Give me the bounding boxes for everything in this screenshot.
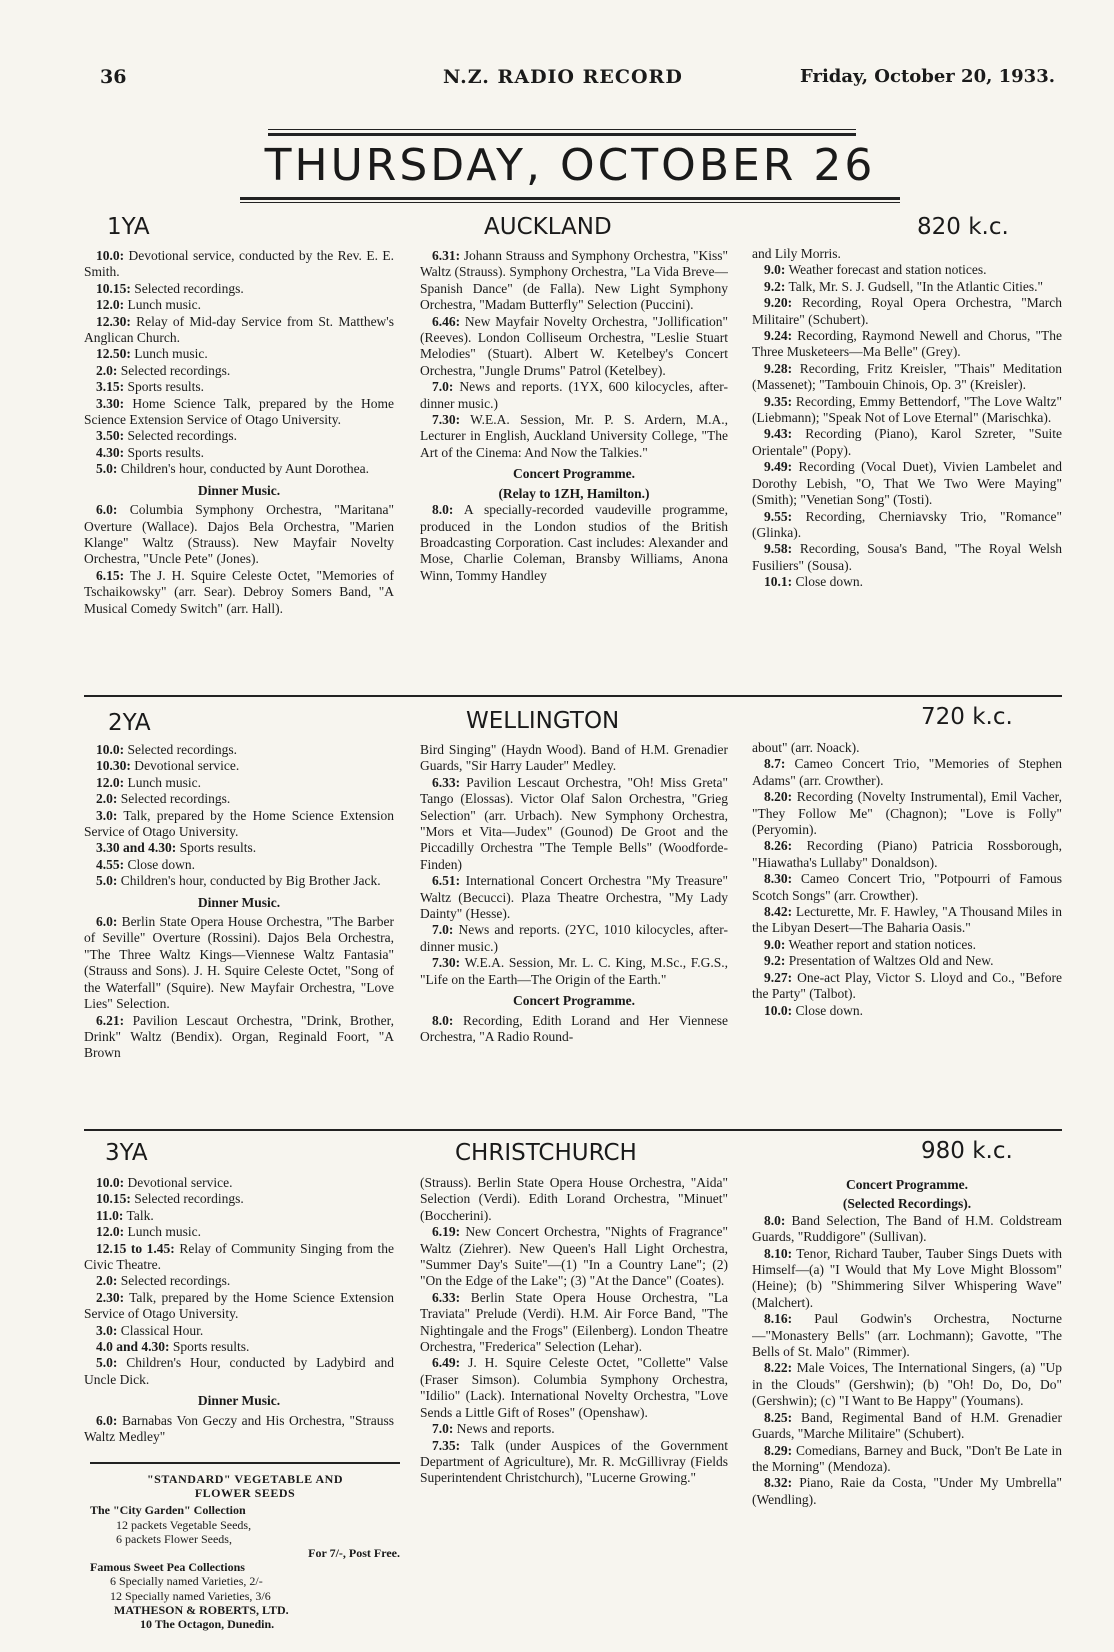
program-time: 9.27:	[764, 969, 793, 985]
title-rule-bottom-thin	[240, 202, 900, 203]
program-description: Cameo Concert Trio, "Potpourri of Famous Scotch Songs" (arr. Crowther).	[752, 871, 1062, 903]
publication-name: N.Z. RADIO RECORD	[443, 66, 683, 88]
program-entry	[84, 346, 394, 362]
program-entry	[752, 541, 1062, 574]
program-entry	[752, 574, 1062, 590]
program-entry	[84, 1355, 394, 1388]
program-description: Selected recordings.	[130, 280, 244, 296]
program-description: Close down.	[124, 856, 195, 872]
program-entry	[752, 328, 1062, 361]
program-description: Talk.	[123, 1207, 154, 1223]
program-entry	[84, 1175, 394, 1191]
program-entry	[84, 461, 394, 477]
program-description: Comedians, Barney and Buck, "Don't Be Late in the Morning" (Mendoza).	[752, 1442, 1062, 1474]
program-description: News and reports.	[453, 1421, 555, 1437]
program-time: 8.29:	[764, 1442, 793, 1458]
program-time: 8.0:	[764, 1212, 786, 1228]
program-description: Band, Regimental Band of H.M. Grenadier Guards, "Marche Militaire" (Schubert).	[752, 1409, 1062, 1442]
program-time: 10.0:	[96, 742, 125, 757]
program-entry	[84, 297, 394, 313]
program-entry	[84, 1013, 394, 1062]
program-entry	[752, 361, 1062, 394]
program-description: Children's hour, conducted by Big Brother Jack.	[117, 873, 381, 889]
program-entry	[752, 1311, 1062, 1360]
program-entry	[84, 568, 394, 617]
program-time: 6.19:	[432, 1224, 461, 1240]
program-entry	[752, 1246, 1062, 1312]
program-time: 8.25:	[764, 1409, 793, 1425]
program-entry	[752, 262, 1062, 278]
program-description: Talk, prepared by the Home Science Extension Service of Otago University.	[84, 807, 394, 840]
station-frequency: 980 k.c.	[921, 1138, 1013, 1164]
program-entry	[752, 426, 1062, 459]
program-column	[420, 1175, 728, 1645]
program-time: 6.21:	[96, 1012, 125, 1028]
program-time: 7.30:	[432, 955, 461, 971]
program-entry	[84, 758, 394, 774]
program-time: 6.15:	[96, 567, 125, 583]
program-time: 12.0:	[96, 774, 125, 790]
program-description: Talk, prepared by the Home Science Extension Service of Otago University.	[84, 1289, 394, 1322]
program-entry	[84, 775, 394, 791]
program-description: New Mayfair Novelty Orchestra, "Jollification" (Reeves). London Colliseum Orchestra, "Leslie Stuart Melodies" (Stuart). Albert W. Ketelbey's Concert Orchestra, "Jungle Drums" Patrol (Ketelbey).	[420, 313, 728, 378]
program-time: 12.30:	[96, 313, 131, 329]
program-description: Devotional service.	[124, 1175, 233, 1190]
program-time: 6.49:	[432, 1355, 461, 1371]
program-time: 8.16:	[764, 1311, 793, 1327]
program-description: Talk, Mr. S. J. Gudsell, "In the Atlantic Cities."	[785, 278, 1044, 294]
program-time: 9.55:	[764, 508, 793, 524]
program-entry	[84, 1323, 394, 1339]
subheading: Dinner Music.	[197, 482, 281, 498]
program-time: 10.0:	[764, 1002, 793, 1018]
program-description: Band Selection, The Band of H.M. Coldstream Guards, "Ruddigore" (Sullivan).	[752, 1212, 1062, 1245]
program-time: 9.28:	[764, 360, 793, 376]
program-description: Berlin State Opera House Orchestra, "La Traviata" Prelude (Verdi). H.M. Air Force Band, "The Nightingale and the Frogs" (Eilenberg). London Theatre Orchestra, "Frederica" Selection (Lehar).	[420, 1289, 728, 1355]
program-description: J. H. Squire Celeste Octet, "Collette" Valse (Fraser Simson). Columbia Symphony Orchestra, "Idilio" (Lack). International Novelty Orchestra, "Love Sends a Little Gift of Roses" (Openshaw).	[420, 1355, 728, 1420]
program-entry	[84, 281, 394, 297]
program-entry	[752, 459, 1062, 508]
program-description: Selected recordings.	[117, 1273, 231, 1289]
program-time: 10.30:	[96, 758, 131, 774]
program-entry	[420, 1355, 728, 1421]
program-time: 8.20:	[764, 789, 793, 805]
program-column	[752, 740, 1062, 1130]
program-description: News and reports. (2YC, 1010 kilocycles, after-dinner music.)	[420, 922, 728, 954]
program-time: 6.33:	[432, 774, 461, 790]
program-entry	[420, 248, 728, 314]
program-entry	[752, 970, 1062, 1003]
program-description: Recording, Emmy Bettendorf, "The Love Waltz" (Liebmann); "Speak Not of Love Eternal" (Marischka).	[752, 393, 1062, 426]
program-entry	[84, 428, 394, 444]
program-description: Barnabas Von Geczy and His Orchestra, "Strauss Waltz Medley"	[84, 1412, 394, 1445]
program-description: Recording (Novelty Instrumental), Emil Vacher, "They Follow Me" (Chagnon); "Love is Folly" (Peryomin).	[752, 789, 1062, 838]
continued-text: (Strauss). Berlin State Opera House Orchestra, "Aida" Selection (Verdi). Edith Lorand Orchestra, "Minuet" (Boccherini).	[420, 1175, 728, 1223]
program-description: Recording, Sousa's Band, "The Royal Welsh Fusiliers" (Sousa).	[752, 541, 1062, 573]
station-frequency: 820 k.c.	[917, 214, 1009, 240]
program-description: Recording, Raymond Newell and Chorus, "The Three Musketeers—Ma Belle" (Grey).	[752, 328, 1062, 360]
program-entry	[420, 1438, 728, 1487]
ad-price: For 7/-, Post Free.	[308, 1546, 400, 1561]
program-entry	[84, 914, 394, 1012]
ad-collection-title: Famous Sweet Pea Collections	[90, 1560, 245, 1575]
continued-text: about" (arr. Noack).	[752, 740, 860, 755]
program-entry	[420, 1290, 728, 1356]
program-entry	[84, 742, 394, 758]
program-entry	[752, 789, 1062, 838]
program-entry	[84, 791, 394, 807]
subheading: Concert Programme.	[513, 466, 635, 482]
station-city: AUCKLAND	[484, 214, 612, 240]
program-description: Berlin State Opera House Orchestra, "The Barber of Seville" Overture (Rossini). Dajos Bela Orchestra, "The Three Waltz Kings—Viennese Waltz Fantasia" (Strauss and Sons). J. H. Squire Celeste Octet, "Song of the Waterfall" (Squire). New Mayfair Orchestra, "Love Lies" Selection.	[84, 914, 394, 1012]
program-entry	[84, 445, 394, 461]
program-entry	[84, 1224, 394, 1240]
program-time: 2.0:	[96, 1273, 118, 1289]
subheading: Dinner Music.	[197, 1393, 281, 1409]
ad-line: 6 Specially named Varieties, 2/-	[110, 1574, 263, 1589]
program-description: Tenor, Richard Tauber, Tauber Sings Duets with Himself—(a) "I Would that My Love Might Blossom" (Heine); (b) "Shimmering Silver Whispering Wave" (Malchert).	[752, 1245, 1062, 1310]
program-description: Lunch music.	[124, 774, 201, 790]
program-description: Close down.	[792, 574, 863, 590]
program-description: Lunch music.	[124, 1224, 201, 1240]
program-description: Sports results.	[124, 379, 205, 395]
program-time: 4.0 and 4.30:	[96, 1339, 170, 1355]
program-entry	[84, 873, 394, 889]
program-description: Recording, Royal Opera Orchestra, "March Militaire" (Schubert).	[752, 295, 1062, 327]
program-entry	[420, 1013, 728, 1046]
program-time: 6.0:	[96, 502, 118, 518]
program-description: Weather report and station notices.	[785, 936, 976, 952]
program-entry	[420, 775, 728, 873]
program-time: 12.50:	[96, 346, 131, 362]
program-time: 7.0:	[432, 922, 454, 938]
program-entry	[420, 502, 728, 584]
program-time: 7.0:	[432, 1421, 454, 1437]
program-time: 8.30:	[764, 871, 793, 887]
program-description: Close down.	[792, 1002, 863, 1018]
title-rule-bottom-thick	[240, 197, 900, 200]
program-entry	[84, 808, 394, 841]
program-description: Selected recordings.	[130, 1191, 244, 1207]
program-description: Presentation of Waltzes Old and New.	[785, 953, 994, 969]
program-description: Paul Godwin's Orchestra, Nocturne—"Monastery Bells" (arr. Lochmann); Gavotte, "The Bells of St. Malo" (Rimmer).	[752, 1311, 1062, 1360]
program-entry	[420, 379, 728, 412]
program-entry	[752, 295, 1062, 328]
program-time: 8.26:	[764, 838, 793, 854]
program-time: 2.0:	[96, 362, 118, 378]
program-description: Sports results.	[176, 840, 257, 856]
program-description: New Concert Orchestra, "Nights of Fragrance" Waltz (Ziehrer). New Queen's Hall Light Orchestra, "Summer Day's Suite"—(1) "In a Country Lane"; (2) "On the Edge of the Lake"; (3) "At the Dance" (Coates).	[420, 1224, 728, 1289]
program-description: Sports results.	[169, 1339, 250, 1355]
program-description: Cameo Concert Trio, "Memories of Stephen Adams" (arr. Crowther).	[752, 756, 1062, 788]
program-time: 9.0:	[764, 936, 786, 952]
program-description: Home Science Talk, prepared by the Home Science Extension Service of Otago University.	[84, 395, 394, 428]
program-time: 4.30:	[96, 444, 125, 460]
program-time: 8.10:	[764, 1245, 793, 1261]
program-description: Pavilion Lescaut Orchestra, "Drink, Brother, Drink" Waltz (Bendix). Organ, Reginald Foort, "A Brown	[84, 1012, 394, 1061]
program-entry	[84, 363, 394, 379]
program-entry	[84, 1290, 394, 1323]
program-description: Recording (Piano), Karol Szreter, "Suite Orientale" (Popy).	[752, 426, 1062, 458]
program-entry	[752, 1410, 1062, 1443]
program-entry	[752, 1360, 1062, 1409]
program-description: News and reports. (1YX, 600 kilocycles, after-dinner music.)	[420, 379, 728, 411]
program-time: 7.30:	[432, 412, 461, 428]
program-time: 11.0:	[96, 1207, 124, 1223]
program-entry	[420, 922, 728, 955]
subheading-note: (Relay to 1ZH, Hamilton.)	[498, 485, 650, 501]
page-header	[95, 66, 1055, 96]
ad-line: 12 packets Vegetable Seeds,	[116, 1517, 252, 1532]
program-time: 9.49:	[764, 459, 793, 475]
program-time: 9.2:	[764, 953, 786, 969]
program-description: International Concert Orchestra "My Treasure" Waltz (Becucci). Plaza Theatre Orchestra, "My Lady Dainty" (Hesse).	[420, 873, 728, 922]
program-description: W.E.A. Session, Mr. P. S. Ardern, M.A., Lecturer in English, Auckland University College, "The Art of the Cinema: And Now the Talkies."	[420, 412, 728, 460]
program-description: One-act Play, Victor S. Lloyd and Co., "Before the Party" (Talbot).	[752, 969, 1062, 1002]
program-entry	[84, 1208, 394, 1224]
program-entry	[752, 1475, 1062, 1508]
program-time: 9.2:	[764, 278, 786, 294]
program-time: 10.15:	[96, 280, 131, 296]
page-number: 36	[100, 66, 127, 88]
program-time: 8.32:	[764, 1475, 793, 1491]
section-divider	[84, 695, 1062, 697]
program-time: 3.0:	[96, 1322, 118, 1338]
program-time: 12.0:	[96, 1224, 125, 1240]
station-city: WELLINGTON	[466, 708, 620, 734]
program-time: 9.35:	[764, 393, 793, 409]
station-call-sign: 1YA	[107, 214, 150, 240]
program-entry	[752, 756, 1062, 789]
program-entry	[84, 1413, 394, 1446]
program-time: 6.0:	[96, 914, 118, 930]
program-description: Johann Strauss and Symphony Orchestra, "Kiss" Waltz (Strauss). Symphony Orchestra, "La Vida Breve—Spanish Dance" (de Falla). New Light Symphony Orchestra, "Madam Butterfly" Selection (Puccini).	[420, 248, 728, 313]
program-time: 9.43:	[764, 426, 793, 442]
program-description: Pavilion Lescaut Orchestra, "Oh! Miss Greta" Tango (Elossas). Victor Olaf Salon Orchestra, "Grieg Selection" (arr. Urbach). New Symphony Orchestra, "Mors et Vita—Judex" (Gounod) De Groot and the Piccadilly Orchestra "The Temple Bells" (Woodforde-Finden)	[420, 774, 728, 872]
program-entry	[420, 314, 728, 380]
ad-collection-title: The "City Garden" Collection	[90, 1503, 246, 1518]
program-description: Children's hour, conducted by Aunt Dorothea.	[117, 461, 369, 477]
program-description: Devotional service.	[130, 758, 240, 774]
program-description: Classical Hour.	[117, 1322, 204, 1338]
program-column	[752, 1172, 1062, 1645]
program-time: 6.0:	[96, 1412, 118, 1428]
station-city: CHRISTCHURCH	[455, 1140, 637, 1166]
program-entry	[752, 937, 1062, 953]
program-entry	[84, 857, 394, 873]
program-time: 5.0:	[96, 1355, 118, 1371]
program-description: W.E.A. Session, Mr. L. C. King, M.Sc., F.G.S., "Life on the Earth—The Origin of the Earth."	[420, 955, 728, 987]
program-description: Recording (Vocal Duet), Vivien Lambelet and Dorothy Lebish, "O, That We Two Were Maying" (Smith); "Venetian Song" (Tosti).	[752, 459, 1062, 508]
program-description: Relay of Mid-day Service from St. Matthew's Anglican Church.	[84, 313, 394, 346]
program-entry	[84, 1241, 394, 1274]
program-time: 2.30:	[96, 1289, 125, 1305]
program-entry	[420, 412, 728, 461]
program-time: 12.0:	[96, 297, 125, 313]
program-entry	[84, 840, 394, 856]
program-description: Selected recordings.	[117, 791, 231, 807]
program-entry	[84, 502, 394, 568]
program-column	[84, 1175, 394, 1460]
program-description: Selected recordings.	[124, 742, 237, 757]
program-time: 10.0:	[96, 1175, 125, 1190]
program-description: Recording, Fritz Kreisler, "Thais" Meditation (Massenet); "Tambouin Chinois, Op. 3" (Kreisler).	[752, 360, 1062, 393]
program-description: Recording, Edith Lorand and Her Viennese Orchestra, "A Radio Round-	[420, 1012, 728, 1044]
program-entry	[752, 1003, 1062, 1019]
program-time: 9.0:	[764, 262, 786, 278]
program-column	[84, 248, 394, 686]
program-entry	[84, 1191, 394, 1207]
program-time: 6.33:	[432, 1289, 461, 1305]
program-description: Talk (under Auspices of the Government Department of Agriculture), Mr. R. McGillivray (Fields Superintendent Christchurch), "Lucerne Growing."	[420, 1437, 728, 1486]
ad-line: 12 Specially named Varieties, 3/6	[110, 1588, 271, 1603]
issue-date: Friday, October 20, 1933.	[800, 66, 1055, 87]
program-entry	[752, 509, 1062, 542]
program-time: 3.30 and 4.30:	[96, 840, 177, 856]
page-title: THURSDAY, OCTOBER 26	[264, 140, 876, 191]
program-time: 6.46:	[432, 313, 461, 329]
subheading-note: (Selected Recordings).	[842, 1196, 972, 1212]
ad-line: 6 packets Flower Seeds,	[116, 1531, 232, 1546]
program-column	[420, 248, 728, 686]
program-time: 3.0:	[96, 807, 118, 823]
program-entry	[84, 396, 394, 429]
program-entry	[420, 1224, 728, 1290]
title-rule-top-thick	[268, 133, 856, 136]
program-description: Columbia Symphony Orchestra, "Maritana" Overture (Wallace). Dajos Bela Orchestra, "Marien Klange" Waltz (Strauss). New Mayfair Novelty Orchestra, "Uncle Pete" (Jones).	[84, 502, 394, 567]
program-description: Children's Hour, conducted by Ladybird and Uncle Dick.	[84, 1355, 394, 1387]
program-entry	[752, 1443, 1062, 1476]
program-description: Selected recordings.	[117, 362, 231, 378]
program-description: Weather forecast and station notices.	[785, 262, 987, 278]
program-time: 2.0:	[96, 791, 118, 807]
program-time: 6.31:	[432, 248, 461, 263]
title-rule-top-thin	[268, 129, 856, 130]
program-entry	[752, 838, 1062, 871]
program-time: 9.58:	[764, 541, 793, 557]
subheading: Concert Programme.	[513, 993, 635, 1009]
program-time: 5.0:	[96, 461, 118, 477]
program-entry	[752, 871, 1062, 904]
program-entry	[752, 904, 1062, 937]
program-time: 3.30:	[96, 395, 125, 411]
program-description: Selected recordings.	[124, 428, 237, 444]
program-entry	[752, 953, 1062, 969]
station-frequency: 720 k.c.	[921, 704, 1013, 730]
program-entry	[752, 279, 1062, 295]
program-time: 3.50:	[96, 428, 125, 444]
ad-company: MATHESON & ROBERTS, LTD.	[114, 1602, 289, 1617]
program-entry	[752, 1213, 1062, 1246]
program-time: 8.7:	[764, 756, 786, 772]
program-time: 7.35:	[432, 1437, 461, 1453]
program-description: Devotional service, conducted by the Rev. E. E. Smith.	[84, 248, 394, 280]
section-divider	[84, 1129, 1062, 1131]
program-description: The J. H. Squire Celeste Octet, "Memories of Tschaikowsky" (arr. Sear). Debroy Somers Band, "A Musical Comedy Switch" (arr. Hall).	[84, 567, 394, 616]
program-entry	[420, 955, 728, 988]
program-description: Recording (Piano) Patricia Rossborough, "Hiawatha's Lullaby" Donaldson).	[752, 838, 1062, 870]
program-column	[420, 742, 728, 1130]
program-entry	[752, 394, 1062, 427]
station-call-sign: 3YA	[105, 1140, 148, 1166]
program-description: Lunch music.	[124, 297, 201, 313]
program-entry	[84, 1273, 394, 1289]
program-entry	[84, 314, 394, 347]
subheading: Dinner Music.	[197, 894, 281, 910]
seed-advertisement	[90, 1472, 400, 1642]
program-description: A specially-recorded vaudeville programme, produced in the London studios of the British Broadcasting Corporation. Cast includes: Alexander and Mose, Charlie Coleman, Bransby Williams, Anona Winn, Tommy Handley	[420, 502, 728, 583]
program-time: 4.55:	[96, 856, 125, 872]
subheading: Concert Programme.	[846, 1177, 968, 1192]
program-time: 8.0:	[432, 1012, 454, 1028]
program-column	[84, 742, 394, 1130]
program-time: 7.0:	[432, 379, 454, 395]
program-time: 9.24:	[764, 328, 793, 344]
program-time: 6.51:	[432, 873, 461, 889]
program-column	[752, 246, 1062, 686]
program-description: Recording, Cherniavsky Trio, "Romance" (Glinka).	[752, 508, 1062, 540]
program-time: 10.15:	[96, 1191, 131, 1207]
program-time: 10.1:	[764, 574, 793, 590]
continued-text: and Lily Morris.	[752, 246, 841, 261]
program-entry	[84, 379, 394, 395]
program-time: 8.22:	[764, 1360, 793, 1376]
program-time: 8.0:	[432, 502, 454, 518]
program-description: Lunch music.	[130, 346, 208, 362]
program-entry	[84, 1339, 394, 1355]
station-call-sign: 2YA	[108, 710, 151, 736]
program-time: 10.0:	[96, 248, 125, 263]
program-time: 3.15:	[96, 379, 125, 395]
continued-text: Bird Singing" (Haydn Wood). Band of H.M. Grenadier Guards, "Sir Harry Lauder" Medley.	[420, 742, 728, 774]
program-entry	[84, 248, 394, 281]
program-description: Piano, Raie da Costa, "Under My Umbrella" (Wendling).	[752, 1475, 1062, 1507]
ad-title: "STANDARD" VEGETABLE AND FLOWER SEEDS	[146, 1472, 344, 1501]
program-time: 5.0:	[96, 873, 118, 889]
ad-rule-top	[90, 1462, 400, 1464]
ad-address: 10 The Octagon, Dunedin.	[140, 1617, 275, 1632]
program-time: 9.20:	[764, 295, 793, 311]
program-description: Male Voices, The International Singers, (a) "Up in the Clouds" (Gershwin); (b) "Oh! Do, Do, Do" (Gershwin); (c) "I Want to Be Happy" (Youmans).	[752, 1360, 1062, 1409]
program-description: Lecturette, Mr. F. Hawley, "A Thousand Miles in the Libyan Desert—The Baharia Oasis."	[752, 904, 1062, 936]
program-entry	[420, 1421, 728, 1437]
program-time: 8.42:	[764, 904, 793, 920]
program-description: Relay of Community Singing from the Civic Theatre.	[84, 1240, 394, 1273]
program-description: Sports results.	[124, 444, 205, 460]
program-entry	[420, 873, 728, 922]
program-time: 12.15 to 1.45:	[96, 1240, 175, 1256]
